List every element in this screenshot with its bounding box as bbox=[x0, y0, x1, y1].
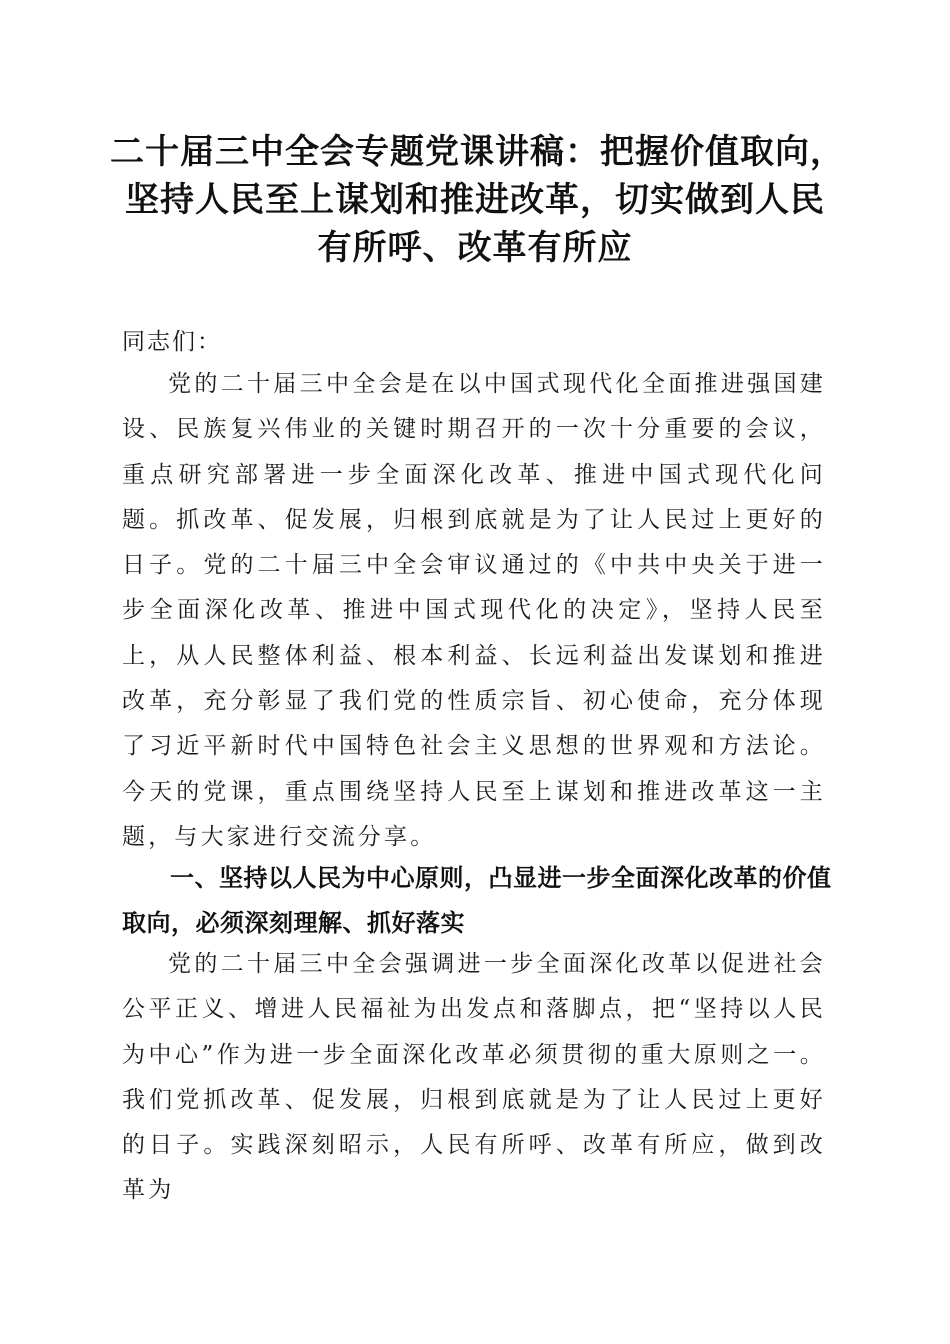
title-line-1: 二十届三中全会专题党课讲稿：把握价值取向， bbox=[110, 132, 845, 172]
paragraph-section-1: 党的二十届三中全会强调进一步全面深化改革以促进社会公平正义、增进人民福祉为出发点和落脚点，把“坚持以人民为中心”作为进一步全面深化改革必须贯彻的重大原则之一。我们党抓改革、促发展，归根到底就是为了让人民过上更好的日子。实践深刻昭示，人民有所呼、改革有所应，做到改革为 bbox=[122, 951, 826, 1204]
title-line-2: 坚持人民至上谋划和推进改革，切实做到人民 bbox=[125, 180, 825, 220]
title-line-3: 有所呼、改革有所应 bbox=[317, 228, 633, 268]
paragraph-intro: 党的二十届三中全会是在以中国式现代化全面推进强国建设、民族复兴伟业的关键时期召开的一次十分重要的会议，重点研究部署进一步全面深化改革、推进中国式现代化问题。抓改革、促发展，归根到底就是为了让人民过上更好的日子。党的二十届三中全会审议通过的《中共中央关于进一步全面深化改革、推进中国式现代化的决定》，坚持人民至上，从人民整体利益、根本利益、长远利益出发谋划和推进改革，充分彰显了我们党的性质宗旨、初心使命，充分体现了习近平新时代中国特色社会主义思想的世界观和方法论。今天的党课，重点围绕坚持人民至上谋划和推进改革这一主题，与大家进行交流分享。 bbox=[122, 371, 826, 850]
document-title bbox=[110, 128, 845, 272]
salutation: 同志们： bbox=[122, 329, 222, 355]
section-heading-1: 一、坚持以人民为中心原则，凸显进一步全面深化改革的价值取向，必须深刻理解、抓好落实 bbox=[122, 864, 832, 937]
